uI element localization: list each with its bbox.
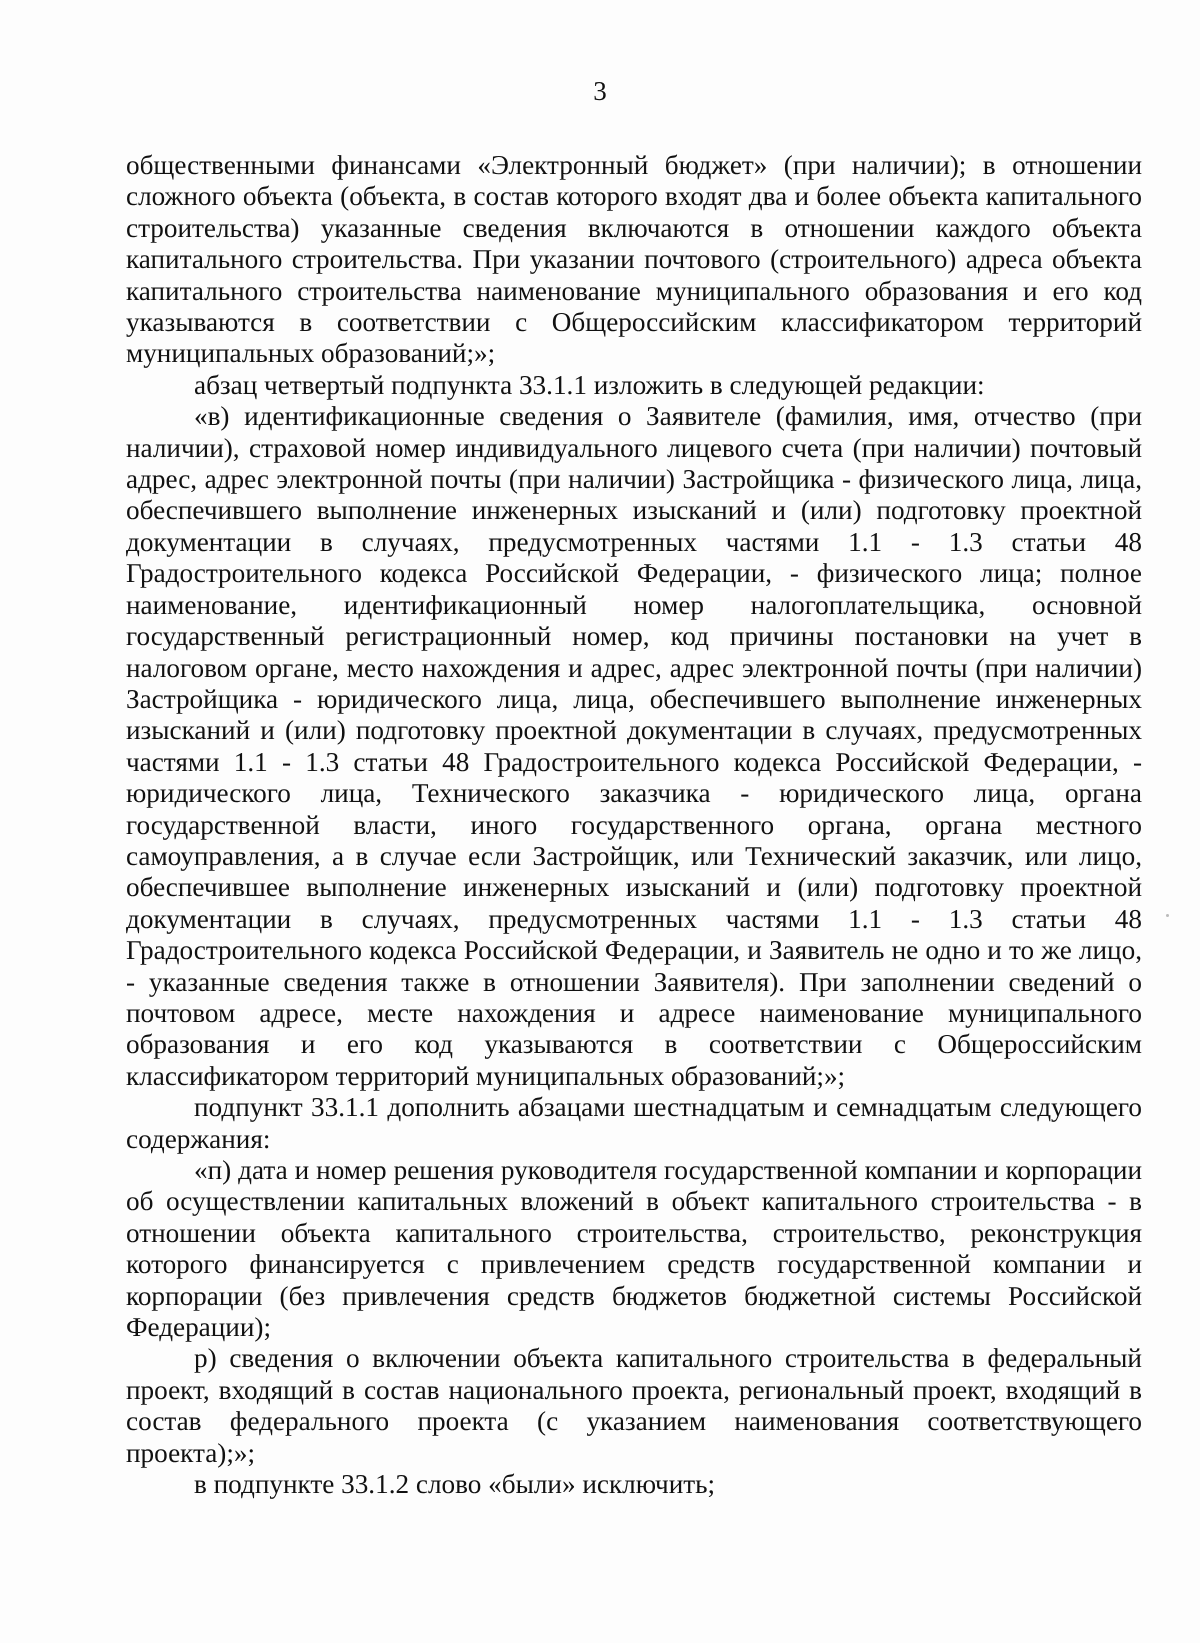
paragraph-item-p: «п) дата и номер решения руководителя государственной компании и корпорации об осуществлении капитальных вложений в объект капитального строительства - в отношении объекта капитального строительства, строительство, реконструкция которого финансируется с привлечением средств государственной компании и корпорации (без привлечения средств бюджетов бюджетной системы Российской Федерации); <box>126 1155 1142 1343</box>
document-body <box>126 150 1142 1500</box>
page-number: 3 <box>593 76 607 106</box>
paragraph-item-v: «в) идентификационные сведения о Заявителе (фамилия, имя, отчество (при наличии), страховой номер индивидуального лицевого счета (при наличии) почтовый адрес, адрес электронной почты (при наличии) Застройщика - физического лица, лица, обеспечившего выполнение инженерных изысканий и (или) подготовку проектной документации в случаях, предусмотренных частями 1.1 - 1.3 статьи 48 Градостроительного кодекса Российской Федерации, - физического лица; полное наименование, идентификационный номер налогоплательщика, основной государственный регистрационный номер, код причины постановки на учет в налоговом органе, место нахождения и адрес, адрес электронной почты (при наличии) Застройщика - юридического лица, лица, обеспечившего выполнение инженерных изысканий и (или) подготовку проектной документации в случаях, предусмотренных частями 1.1 - 1.3 статьи 48 Градостроительного кодекса Российской Федерации, - юридического лица, Технического заказчика - юридического лица, органа государственной власти, иного государственного органа, органа местного самоуправления, а в случае если Застройщик, или Технический заказчик, или лицо, обеспечившее выполнение инженерных изысканий и (или) подготовку проектной документации в случаях, предусмотренных частями 1.1 - 1.3 статьи 48 Градостроительного кодекса Российской Федерации, и Заявитель не одно и то же лицо, - указанные сведения также в отношении Заявителя). При заполнении сведений о почтовом адресе, месте нахождения и адресе наименование муниципального образования и его код указываются в соответствии с Общероссийским классификатором территорий муниципальных образований;»; <box>126 401 1142 1091</box>
paragraph-exclusion: в подпункте 33.1.2 слово «были» исключить; <box>194 1469 716 1500</box>
paragraph-item-r: р) сведения о включении объекта капитального строительства в федеральный проект, входящий в состав национального проекта, региональный проект, входящий в состав федерального проекта (с указанием наименования соответствующего проекта);»; <box>126 1343 1142 1468</box>
paragraph-continuation: общественными финансами «Электронный бюджет» (при наличии); в отношении сложного объекта (объекта, в состав которого входят два и более объекта капитального строительства) указанные сведения включаются в отношении каждого объекта капитального строительства. При указании почтового (строительного) адреса объекта капитального строительства наименование муниципального образования и его код указываются в соответствии с Общероссийским классификатором территорий муниципальных образований;»; <box>126 150 1142 369</box>
scan-speck <box>1166 914 1169 917</box>
paragraph-amendment-intro: абзац четвертый подпункта 33.1.1 изложить в следующей редакции: <box>194 369 985 400</box>
paragraph-supplement-intro: подпункт 33.1.1 дополнить абзацами шестнадцатым и семнадцатым следующего содержания: <box>126 1092 1142 1154</box>
